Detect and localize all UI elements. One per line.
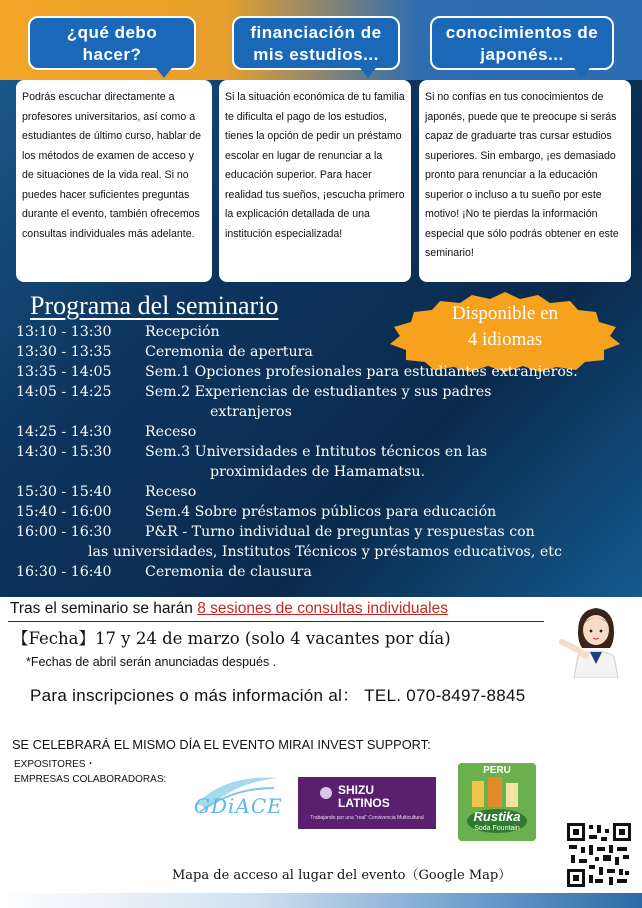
consultas-text: Tras el seminario se harán [10,600,198,617]
schedule-row [16,502,636,522]
contact-phone: Para inscripciones o más información al： TEL. 070-8497-8845 [30,686,526,705]
schedule-time: 15:40 - 16:00 [16,504,112,520]
bubble-financiacion: financiación de mis estudios... [232,16,400,70]
consultas-highlight: 8 sesiones de consultas individuales [197,600,448,617]
expositores-line: EXPOSITORES・ [14,759,96,770]
schedule-desc: Ceremonia de apertura [145,344,313,360]
divider [8,621,544,622]
schedule-desc: Recepción [145,324,220,340]
schedule-row [16,482,636,502]
colaboradoras-line: EMPRESAS COLABORADORAS: [14,774,167,785]
schedule-desc: Ceremonia de clausura [145,564,312,580]
schedule-row [16,342,636,362]
schedule-desc: Sem.4 Sobre préstamos públicos para educación [145,504,497,520]
celebra-text: SE CELEBRARÁ EL MISMO DÍA EL EVENTO MIRAI INVEST SUPPORT: [12,737,431,752]
schedule [16,322,636,582]
schedule-desc-cont: las universidades, Institutos Técnicos y préstamos educativos, etc [88,544,562,560]
rustika-text: Rustika [473,809,521,824]
consultas-line [10,600,448,618]
schedule-desc: Receso [145,484,197,500]
shizu-latinos-logo [298,777,436,829]
badge-line-1: Disponible en [451,303,559,324]
soda-text: Soda Fountain [474,825,520,832]
schedule-desc-cont: proximidades de Hamamatsu. [210,464,426,480]
schedule-time: 14:30 - 15:30 [16,444,112,460]
programa-title: Programa del seminario [30,291,279,320]
fechas-note: *Fechas de abril serán anunciadas después . [26,655,277,669]
student-icon [556,598,634,678]
schedule-row [16,322,636,342]
schedule-time: 15:30 - 15:40 [16,484,112,500]
gdiace-text: GDiACE [194,794,283,818]
bubble-japones: conocimientos de japonés... [430,16,614,70]
bubble-que-hacer: ¿qué debo hacer? [28,16,196,70]
mapa-link[interactable]: Mapa de acceso al lugar del evento（Google Map） [172,868,512,883]
schedule-desc-cont: extranjeros [210,404,292,420]
peru-rustika-logo [458,763,536,841]
schedule-row [16,362,636,382]
card-que-hacer: Podrás escuchar directamente a profesores universitarios, así como a estudiantes de último curso, hablar de los métodos de examen de acceso y de situaciones de la vida real. Si no puedes hacer suficientes preguntas durante el evento, también ofrecemos consultas individuales más adelante. [16,80,212,282]
schedule-desc: Receso [145,424,197,440]
footer-band [0,893,642,908]
fecha-text: 【Fecha】17 y 24 de marzo (solo 4 vacantes por día) [12,629,451,648]
shizu-mark-icon [320,787,332,799]
card-financiacion: Si la situación económica de tu familia te dificulta el pago de los estudios, tienes la opción de pedir un préstamo escolar en lugar de renunciar a la educación superior. Para hacer realidad tus sueños, ¡escucha primero la explicación detallada de una institución especializada! [219,80,411,282]
shizu-text: SHIZU [338,783,374,797]
schedule-desc: Sem.2 Experiencias de estudiantes y sus padres [145,384,492,400]
schedule-time: 14:25 - 14:30 [16,424,112,440]
schedule-row [16,522,636,562]
expositores-label [14,757,166,787]
schedule-time: 16:30 - 16:40 [16,564,112,580]
schedule-row [16,382,636,422]
schedule-row [16,442,636,482]
badge-line-2: 4 idiomas [467,329,543,350]
qr-icon [566,822,632,888]
schedule-desc: Sem.1 Opciones profesionales para estudiantes extranjeros. [145,364,578,380]
peru-text: PERU [483,765,511,776]
card-japones: Si no confías en tus conocimientos de japonés, puede que te preocupe si serás capaz de graduarte tras cursar estudios superiores. Sin embargo, ¡es demasiado pronto para renunciar a la educación superior o incluso a tu sueño por este motivo! ¡No te pierdas la información especial que sólo podrás obtener en este seminario! [419,80,631,282]
schedule-time: 13:35 - 14:05 [16,364,112,380]
schedule-time: 14:05 - 14:25 [16,384,112,400]
gdiace-logo [186,768,286,826]
schedule-desc: Sem.3 Universidades e Intitutos técnicos en las [145,444,488,460]
shizu-tagline: Trabajando por una "real" Convivencia Multicultural [310,815,424,821]
schedule-time: 13:10 - 13:30 [16,324,112,340]
latinos-text: LATINOS [338,796,390,810]
schedule-row [16,422,636,442]
qr-code[interactable] [566,822,632,888]
schedule-time: 13:30 - 13:35 [16,344,112,360]
schedule-time: 16:00 - 16:30 [16,524,112,540]
schedule-row [16,562,636,582]
student-illustration [556,598,634,678]
schedule-desc: P&R - Turno individual de preguntas y respuestas con [145,524,535,540]
